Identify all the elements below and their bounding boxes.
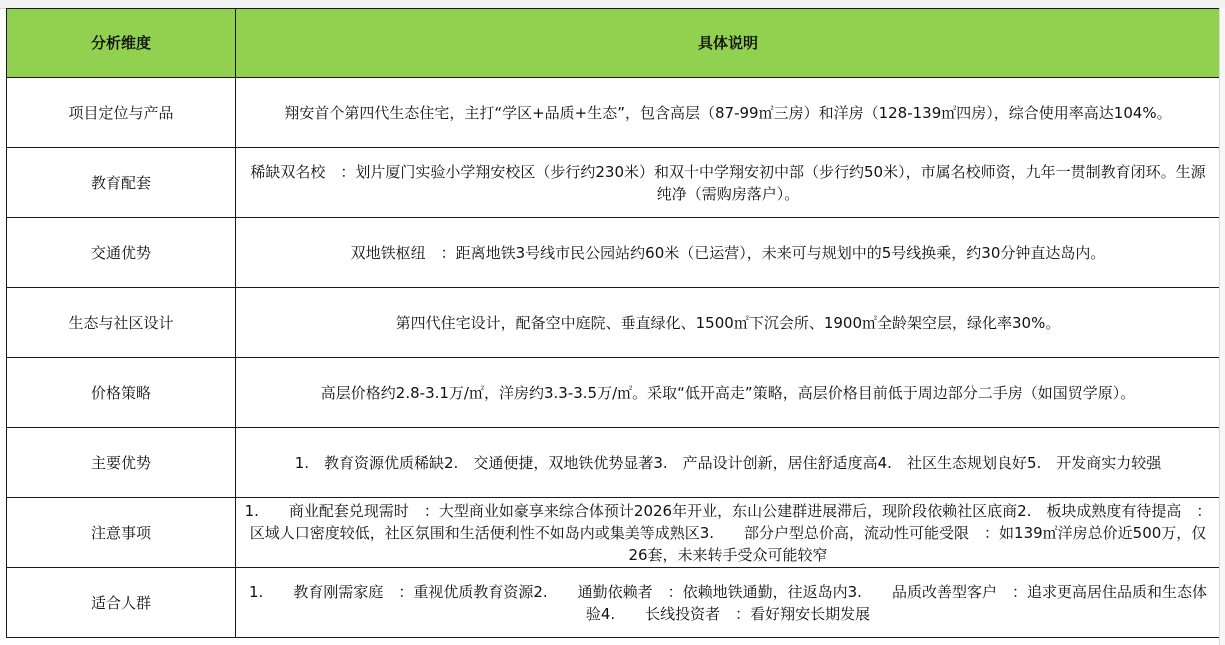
dimension-cell[interactable]: 生态与社区设计	[7, 288, 236, 358]
table-row	[7, 78, 1221, 148]
description-cell[interactable]: 第四代住宅设计，配备空中庭院、垂直绿化、1500㎡下沉会所、1900㎡全龄架空层，绿化率30%。	[236, 288, 1221, 358]
analysis-table	[6, 8, 1221, 638]
table-row	[7, 568, 1221, 638]
table-row	[7, 358, 1221, 428]
table-row	[7, 288, 1221, 358]
table-row	[7, 148, 1221, 218]
header-description[interactable]: 具体说明	[236, 9, 1221, 78]
description-cell[interactable]: 1. 商业配套兑现需时 ：大型商业如豪享来综合体预计2026年开业，东山公建群进展滞后，现阶段依赖社区底商2. 板块成熟度有待提高 ：区域人口密度较低，社区氛围和生活便利性不如岛内或集美等成熟区3. 部分户型总价高，流动性可能受限 ：如139㎡洋房总价近500万，仅26套，未来转手受众可能较窄	[236, 498, 1221, 568]
description-cell[interactable]: 双地铁枢纽 ：距离地铁3号线市民公园站约60米（已运营），未来可与规划中的5号线换乘，约30分钟直达岛内。	[236, 218, 1221, 288]
dimension-cell[interactable]: 项目定位与产品	[7, 78, 236, 148]
header-row	[7, 9, 1221, 78]
description-cell[interactable]: 1. 教育刚需家庭 ：重视优质教育资源2. 通勤依赖者 ：依赖地铁通勤，往返岛内3. 品质改善型客户 ：追求更高居住品质和生态体验4. 长线投资者 ：看好翔安长期发展	[236, 568, 1221, 638]
dimension-cell[interactable]: 教育配套	[7, 148, 236, 218]
description-cell[interactable]: 高层价格约2.8-3.1万/㎡，洋房约3.3-3.5万/㎡。采取“低开高走”策略，高层价格目前低于周边部分二手房（如国贸学原）。	[236, 358, 1221, 428]
header-dimension[interactable]: 分析维度	[7, 9, 236, 78]
table-row	[7, 498, 1221, 568]
dimension-cell[interactable]: 主要优势	[7, 428, 236, 498]
dimension-cell[interactable]: 交通优势	[7, 218, 236, 288]
table-row	[7, 218, 1221, 288]
dimension-cell[interactable]: 注意事项	[7, 498, 236, 568]
dimension-cell[interactable]: 适合人群	[7, 568, 236, 638]
description-cell[interactable]: 1. 教育资源优质稀缺2. 交通便捷，双地铁优势显著3. 产品设计创新，居住舒适度高4. 社区生态规划良好5. 开发商实力较强	[236, 428, 1221, 498]
dimension-cell[interactable]: 价格策略	[7, 358, 236, 428]
table-row	[7, 428, 1221, 498]
sheet-right-edge	[1219, 8, 1225, 645]
description-cell[interactable]: 翔安首个第四代生态住宅，主打“学区+品质+生态”，包含高层（87-99㎡三房）和洋房（128-139㎡四房），综合使用率高达104%。	[236, 78, 1221, 148]
description-cell[interactable]: 稀缺双名校 ：划片厦门实验小学翔安校区（步行约230米）和双十中学翔安初中部（步行约50米），市属名校师资，九年一贯制教育闭环。生源纯净（需购房落户）。	[236, 148, 1221, 218]
